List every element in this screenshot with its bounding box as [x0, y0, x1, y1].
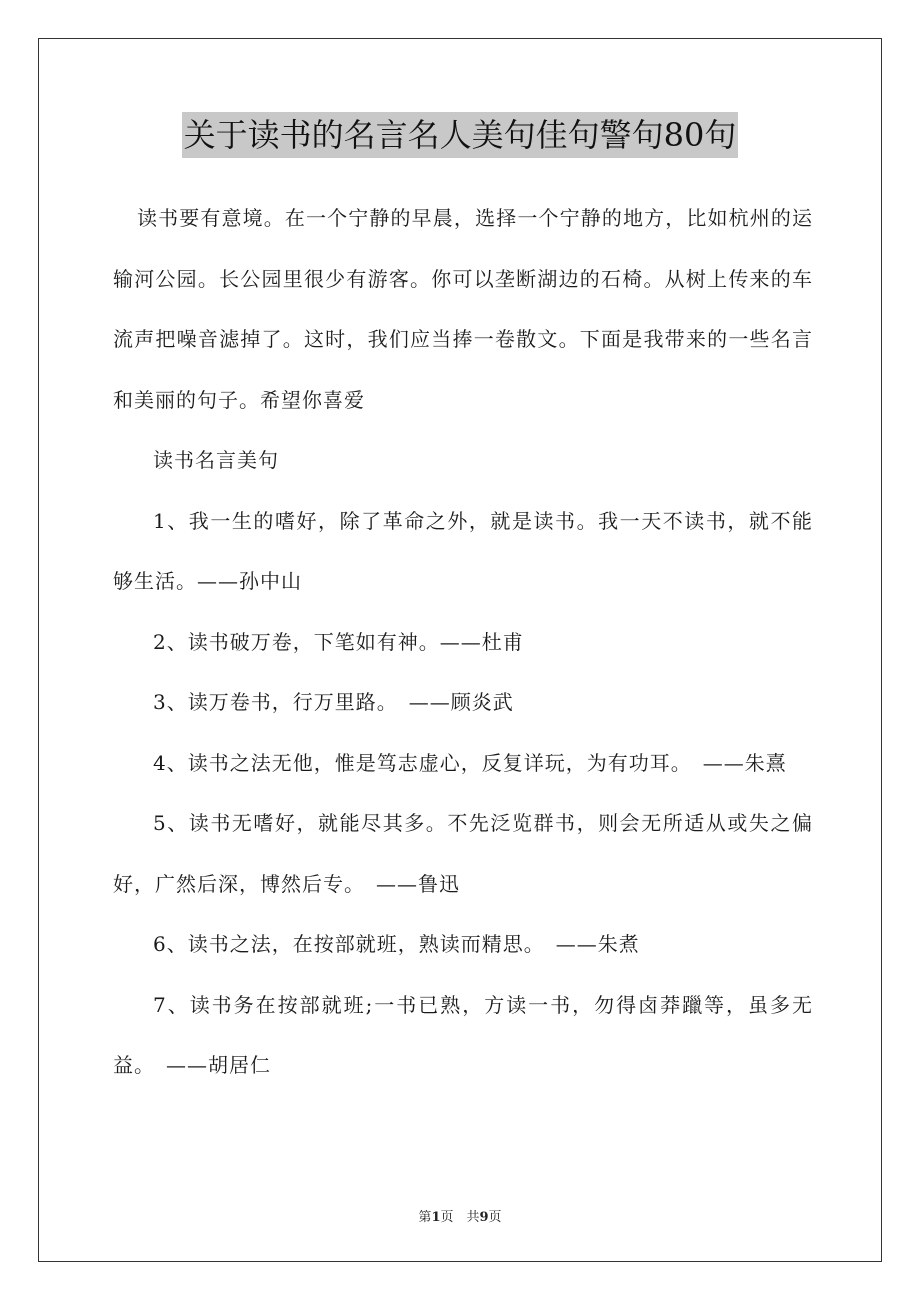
quote-item-7: 7、读书务在按部就班;一书已熟，方读一书，勿得卤莽躐等，虽多无益。 ——胡居仁: [113, 992, 813, 1077]
quote-item-5: 5、读书无嗜好，就能尽其多。不先泛览群书，则会无所适从或失之偏好，广然后深，博然后专。 ——鲁迅: [113, 811, 813, 896]
footer-middle: 页 共: [440, 1210, 480, 1225]
title-container: [0, 112, 920, 158]
quote-item-4: 4、读书之法无他，惟是笃志虚心，反复详玩，为有功耳。 ——朱熹: [153, 750, 787, 775]
document-body: [113, 188, 813, 1096]
section-heading: 读书名言美句: [153, 448, 279, 472]
page-footer: [0, 1206, 920, 1225]
document-title: 关于读书的名言名人美句佳句警句80句: [182, 112, 739, 158]
quote-item-3: 3、读万卷书，行万里路。 ——顾炎武: [153, 690, 514, 714]
current-page-number: 1: [431, 1210, 441, 1225]
quote-item-1: 1、我一生的嗜好，除了革命之外，就是读书。我一天不读书，就不能够生活。——孙中山: [113, 508, 813, 593]
quote-item-6: 6、读书之法，在按部就班，熟读而精思。 ——朱煮: [153, 932, 640, 956]
total-page-number: 9: [479, 1210, 489, 1225]
intro-paragraph: 读书要有意境。在一个宁静的早晨，选择一个宁静的地方，比如杭州的运输河公园。长公园里很少有游客。你可以垄断湖边的石椅。从树上传来的车流声把噪音滤掉了。这时，我们应当捧一卷散文。下面是我带来的一些名言和美丽的句子。希望你喜爱: [113, 206, 813, 412]
quote-item-2: 2、读书破万卷，下笔如有神。——杜甫: [153, 629, 524, 654]
footer-suffix: 页: [488, 1210, 502, 1225]
footer-prefix: 第: [418, 1210, 432, 1225]
